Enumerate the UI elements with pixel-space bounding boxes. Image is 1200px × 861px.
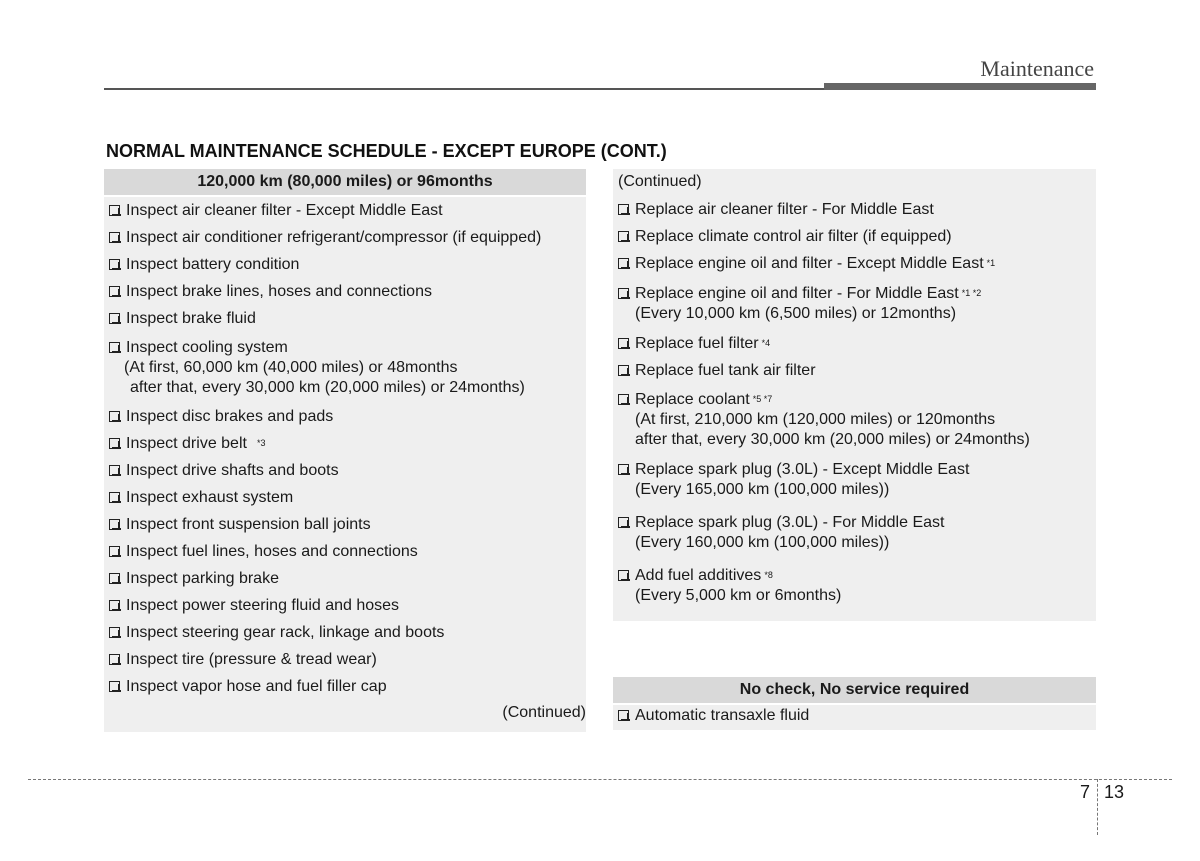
list-item xyxy=(613,227,1096,247)
item-label: Inspect brake fluid xyxy=(126,310,256,327)
item-label: Inspect steering gear rack, linkage and boots xyxy=(126,624,445,641)
item-subtext: (Every 10,000 km (6,500 miles) or 12months) xyxy=(635,305,957,322)
checkbox-icon xyxy=(618,710,629,721)
item-label: Inspect drive belt xyxy=(126,435,247,452)
item-label: Inspect tire (pressure & tread wear) xyxy=(126,651,377,668)
continued-label: (Continued) xyxy=(502,704,586,721)
footnote-ref: *5 *7 xyxy=(752,394,773,404)
item-label: Inspect brake lines, hoses and connections xyxy=(126,283,432,300)
checkbox-icon xyxy=(109,438,120,449)
checkbox-icon xyxy=(109,313,120,324)
item-label: Inspect battery condition xyxy=(126,256,300,273)
checkbox-icon xyxy=(109,286,120,297)
item-label: Replace engine oil and filter - For Middle East xyxy=(635,285,959,302)
list-item xyxy=(613,460,1096,500)
list-item xyxy=(104,542,586,562)
checkbox-icon xyxy=(109,232,120,243)
list-item xyxy=(613,200,1096,220)
item-label: Replace spark plug (3.0L) - Except Middle East xyxy=(635,461,970,478)
item-label: Inspect fuel lines, hoses and connections xyxy=(126,543,418,560)
footnote-ref: *3 xyxy=(256,438,266,448)
item-label: Inspect air cleaner filter - Except Middle East xyxy=(126,202,443,219)
list-item xyxy=(104,677,586,697)
item-label: Inspect air conditioner refrigerant/compressor (if equipped) xyxy=(126,229,542,246)
list-item xyxy=(104,461,586,481)
checkbox-icon xyxy=(109,259,120,270)
list-item xyxy=(613,513,1096,553)
item-label: Replace air cleaner filter - For Middle East xyxy=(635,201,934,218)
checkbox-icon xyxy=(618,365,629,376)
item-subtext: after that, every 30,000 km (20,000 miles) or 24months) xyxy=(130,379,525,396)
checkbox-icon xyxy=(109,205,120,216)
item-label: Inspect parking brake xyxy=(126,570,279,587)
item-subtext: (Every 5,000 km or 6months) xyxy=(635,587,842,604)
item-label: Inspect exhaust system xyxy=(126,489,294,506)
list-item xyxy=(104,228,586,248)
continued-label: (Continued) xyxy=(618,173,702,190)
checkbox-icon xyxy=(618,394,629,405)
chapter-number: 7 xyxy=(1080,782,1091,802)
list-item xyxy=(104,650,586,670)
list-item xyxy=(104,569,586,589)
checkbox-icon xyxy=(618,204,629,215)
checkbox-icon xyxy=(109,627,120,638)
list-item xyxy=(613,390,1096,450)
item-label: Replace engine oil and filter - Except Middle East xyxy=(635,255,984,272)
item-label: Replace fuel tank air filter xyxy=(635,362,816,379)
list-item xyxy=(104,255,586,275)
header-rule-accent xyxy=(824,83,1096,90)
list-item xyxy=(104,596,586,616)
no-check-list xyxy=(613,705,1096,726)
page-header-title: Maintenance xyxy=(980,56,1094,81)
right-schedule-panel xyxy=(613,169,1096,621)
list-item xyxy=(104,434,586,454)
list-item xyxy=(613,334,1096,354)
checkbox-icon xyxy=(618,338,629,349)
checkbox-icon xyxy=(618,570,629,581)
item-label: Inspect drive shafts and boots xyxy=(126,462,339,479)
list-item xyxy=(613,284,1096,324)
item-label: Inspect vapor hose and fuel filler cap xyxy=(126,678,387,695)
checkbox-icon xyxy=(109,681,120,692)
item-label: Automatic transaxle fluid xyxy=(635,707,810,724)
item-label: Inspect power steering fluid and hoses xyxy=(126,597,400,614)
checkbox-icon xyxy=(109,465,120,476)
list-item xyxy=(104,309,586,329)
checkbox-icon xyxy=(109,600,120,611)
list-item xyxy=(104,338,586,398)
checkbox-icon xyxy=(109,654,120,665)
item-label: Inspect cooling system xyxy=(126,339,288,356)
right-checklist xyxy=(613,200,1096,606)
item-subtext: (At first, 210,000 km (120,000 miles) or 120months xyxy=(635,411,996,428)
footnote-ref: *1 xyxy=(986,258,996,268)
checkbox-icon xyxy=(618,231,629,242)
list-item xyxy=(104,623,586,643)
left-panel-heading: 120,000 km (80,000 miles) or 96months xyxy=(104,169,586,197)
item-label: Add fuel additives xyxy=(635,567,762,584)
list-item xyxy=(613,254,1096,274)
item-subtext: (Every 165,000 km (100,000 miles)) xyxy=(635,481,890,498)
no-check-panel xyxy=(613,677,1096,730)
left-checklist xyxy=(104,197,586,697)
item-label: Replace climate control air filter (if equipped) xyxy=(635,228,952,245)
item-label: Replace coolant xyxy=(635,391,750,408)
checkbox-icon xyxy=(618,258,629,269)
item-label: Inspect front suspension ball joints xyxy=(126,516,371,533)
list-item xyxy=(104,515,586,535)
checkbox-icon xyxy=(618,517,629,528)
footnote-ref: *4 xyxy=(761,338,771,348)
checkbox-icon xyxy=(109,546,120,557)
checkbox-icon xyxy=(109,411,120,422)
list-item xyxy=(613,361,1096,381)
list-item xyxy=(613,706,1096,726)
checkbox-icon xyxy=(618,464,629,475)
item-subtext: (At first, 60,000 km (40,000 miles) or 48months xyxy=(124,359,458,376)
checkbox-icon xyxy=(618,288,629,299)
checkbox-icon xyxy=(109,342,120,353)
footnote-ref: *8 xyxy=(764,570,773,580)
list-item xyxy=(613,566,1096,606)
list-item xyxy=(104,407,586,427)
item-label: Replace fuel filter xyxy=(635,335,759,352)
list-item xyxy=(104,201,586,221)
checkbox-icon xyxy=(109,492,120,503)
item-subtext: (Every 160,000 km (100,000 miles)) xyxy=(635,534,890,551)
item-subtext: after that, every 30,000 km (20,000 miles) or 24months) xyxy=(635,431,1030,448)
left-schedule-panel xyxy=(104,169,586,732)
list-item xyxy=(104,488,586,508)
page-number: 13 xyxy=(1104,782,1125,802)
no-check-heading: No check, No service required xyxy=(613,677,1096,705)
section-title: NORMAL MAINTENANCE SCHEDULE - EXCEPT EUROPE (CONT.) xyxy=(106,141,667,161)
list-item xyxy=(104,282,586,302)
page-number-divider xyxy=(1097,779,1098,835)
footer-divider xyxy=(28,779,1172,780)
item-label: Replace spark plug (3.0L) - For Middle East xyxy=(635,514,945,531)
checkbox-icon xyxy=(109,519,120,530)
footnote-ref: *1 *2 xyxy=(961,288,982,298)
checkbox-icon xyxy=(109,573,120,584)
item-label: Inspect disc brakes and pads xyxy=(126,408,334,425)
